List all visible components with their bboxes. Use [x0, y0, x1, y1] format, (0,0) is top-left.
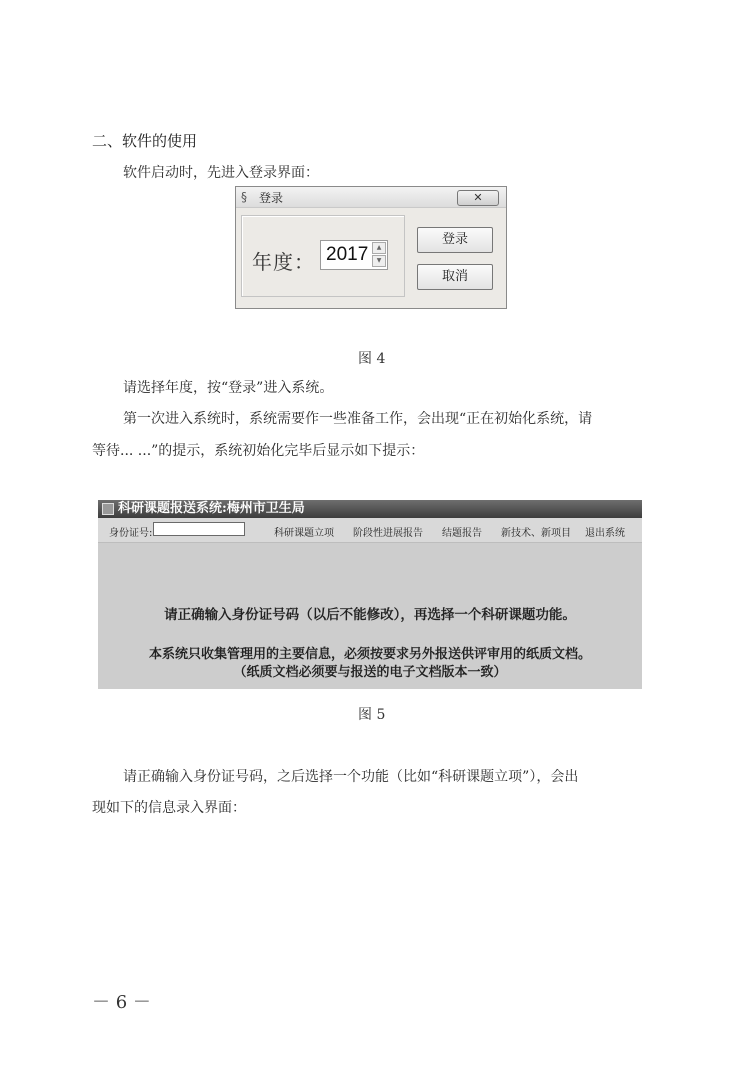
menu-item-exit[interactable]: 退出系统 [585, 528, 625, 539]
dialog-titlebar [236, 187, 506, 208]
year-stepper[interactable] [320, 240, 388, 270]
menu-item-new-technology[interactable]: 新技术、新项目 [501, 528, 571, 539]
message-line1: 请正确输入身份证号码（以后不能修改），再选择一个科研课题功能。 [164, 607, 576, 623]
message-line2: 本系统只收集管理用的主要信息，必须按要求另外报送供评审用的纸质文档。 [148, 647, 591, 662]
year-spinner[interactable] [372, 242, 386, 268]
spin-up-icon[interactable]: ▲ [372, 242, 386, 254]
section-heading: 二、软件的使用 [92, 132, 198, 150]
paragraph-enter-id-line2: 现如下的信息录入界面： [92, 800, 246, 816]
app-icon: § [241, 190, 247, 204]
close-button[interactable]: ✕ [457, 190, 499, 206]
year-label: 年度： [252, 250, 315, 274]
system-toolbar [98, 518, 642, 543]
figure5-caption: 图 5 [358, 707, 386, 723]
system-title: 科研课题报送系统:梅州市卫生局 [118, 501, 305, 516]
app-icon [102, 503, 114, 515]
paragraph-login-intro: 软件启动时，先进入登录界面： [123, 165, 319, 181]
paragraph-enter-id-line1: 请正确输入身份证号码，之后选择一个功能（比如“科研课题立项”），会出 [123, 769, 579, 785]
dialog-title: 登录 [259, 191, 284, 205]
menu-item-progress-report[interactable]: 阶段性进展报告 [353, 528, 423, 539]
paragraph-select-year: 请选择年度，按“登录”进入系统。 [123, 380, 334, 396]
menu-item-final-report[interactable]: 结题报告 [442, 528, 482, 539]
year-value[interactable]: 2017 [326, 244, 369, 265]
cancel-button[interactable]: 取消 [417, 264, 493, 290]
menu-item-project-proposal[interactable]: 科研课题立项 [274, 528, 334, 539]
id-number-label: 身份证号: [109, 528, 153, 539]
login-button[interactable]: 登录 [417, 227, 493, 253]
paragraph-init-line1: 第一次进入系统时，系统需要作一些准备工作，会出现“正在初始化系统，请 [123, 411, 593, 427]
login-dialog [235, 186, 507, 309]
system-window [98, 500, 642, 689]
paragraph-init-line2: 等待... ...”的提示，系统初始化完毕后显示如下提示： [92, 443, 425, 459]
page-number: － 6 － [92, 992, 151, 1013]
system-titlebar [98, 500, 642, 518]
figure4-caption: 图 4 [358, 351, 386, 367]
message-line3: （纸质文档必须要与报送的电子文档版本一致） [233, 665, 507, 680]
id-number-input[interactable] [153, 522, 245, 536]
spin-down-icon[interactable]: ▼ [372, 255, 386, 267]
year-group [241, 215, 405, 297]
